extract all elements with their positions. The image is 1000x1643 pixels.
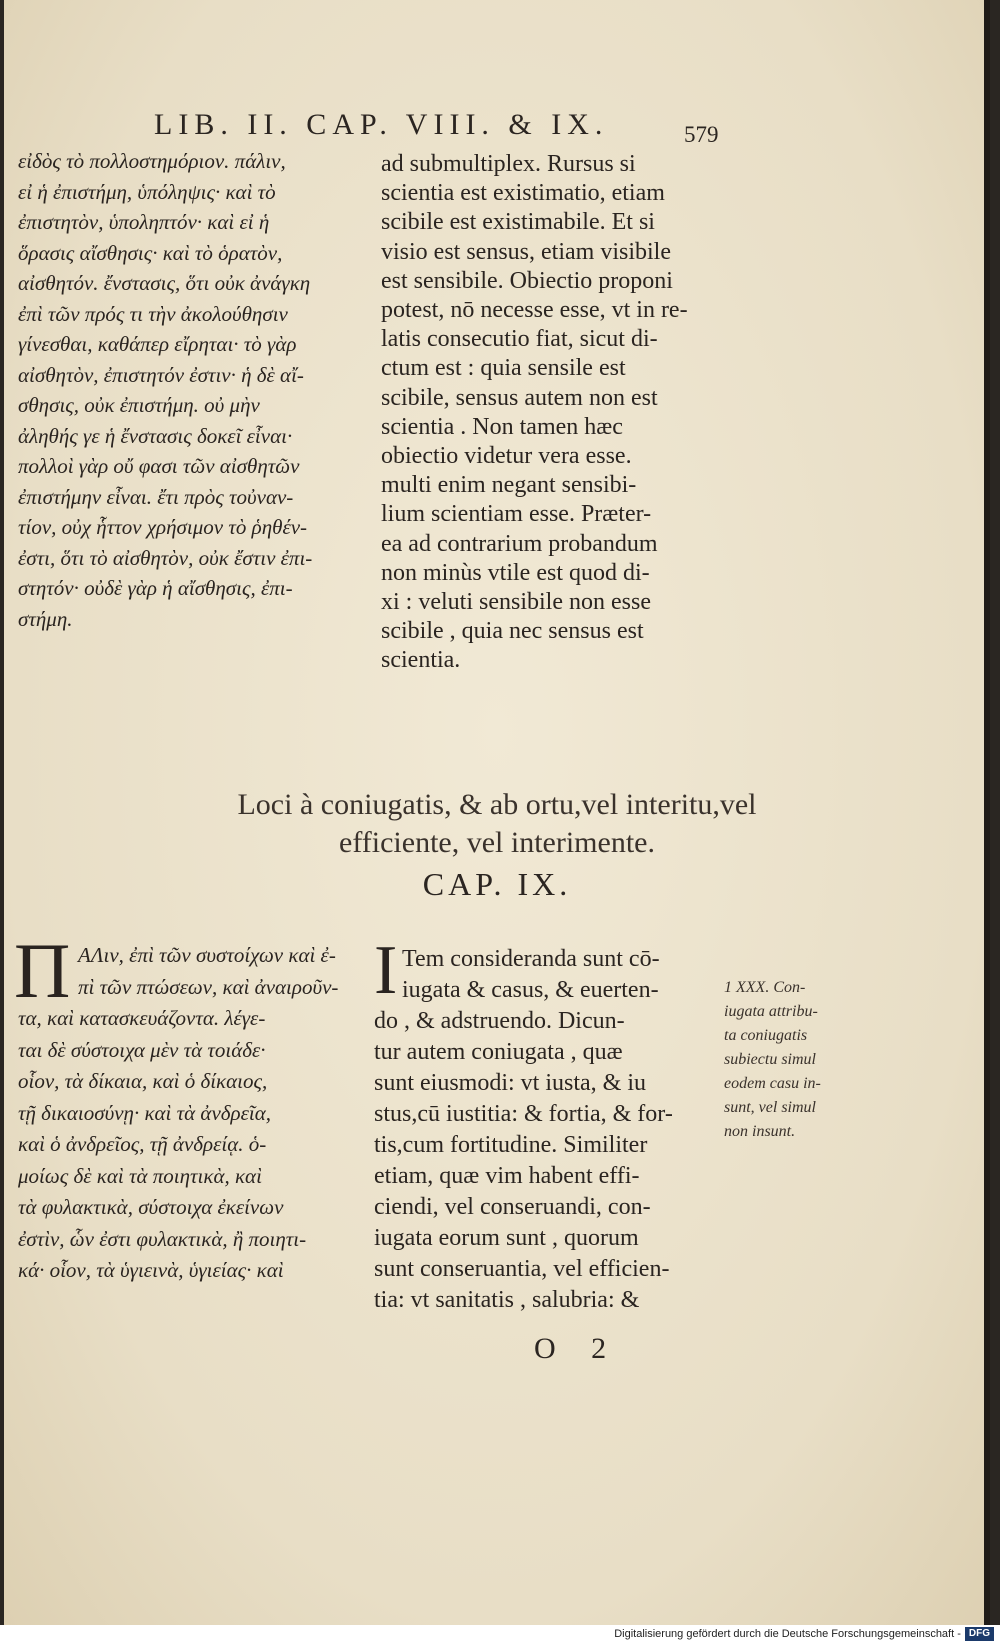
page-number: 579 (684, 122, 719, 147)
text-line: εἰδὸς τὸ πολλοστημόριον. πάλιν, (18, 149, 286, 173)
text-line: lium scientiam esse. Præter- (381, 501, 652, 528)
text-line: ται δὲ σύστοιχα μὲν τὰ τοιάδε· (18, 1037, 266, 1062)
text-line: potest, nō necesse esse, vt in re- (381, 297, 688, 324)
latin-drop-cap: I (374, 932, 398, 1009)
text-line: πὶ τῶν πτώσεων, καὶ ἀναιροῦν- (78, 974, 339, 999)
margin-note-line: iugata attribu- (724, 1003, 818, 1020)
text-line: multi enim negant sensibi- (381, 472, 637, 499)
text-line: τὰ φυλακτικὰ, σύστοιχα ἐκείνων (18, 1195, 284, 1219)
margin-note-line: subiectu simul (724, 1051, 816, 1068)
text-line: στητόν· οὐδὲ γὰρ ἡ αἴσθησις, ἐπι- (18, 576, 293, 600)
text-line: iugata & casus, & euerten- (402, 977, 659, 1003)
margin-note-line: sunt, vel simul (724, 1099, 816, 1116)
text-line: est sensibile. Obiectio proponi (381, 267, 673, 294)
section-heading-line: efficiente, vel interimente. (339, 826, 655, 859)
text-line: ctum est : quia sensile est (381, 355, 626, 382)
text-line: Tem consideranda sunt cō- (402, 946, 660, 972)
text-line: αἰσθητὸν, ἐπιστητόν ἐστιν· ἡ δὲ αἴ- (18, 362, 304, 387)
text-line: scientia. (381, 647, 461, 674)
text-line: non minùs vtile est quod di- (381, 559, 650, 586)
text-line: μοίως δὲ καὶ τὰ ποιητικὰ, καὶ (18, 1163, 262, 1188)
text-line: οἷον, τὰ δίκαια, καὶ ὁ δίκαιος, (18, 1069, 268, 1093)
book-page (4, 0, 990, 1625)
running-head: LIB. II. CAP. VIII. & IX. (154, 108, 609, 141)
margin-note-line: non insunt. (724, 1123, 796, 1140)
greek-column-upper (18, 146, 358, 634)
margin-note-line: 1 XXX. Con- (724, 979, 806, 996)
text-line: ἐπιστήμην εἶναι. ἔτι πρὸς τοὐναν- (18, 484, 294, 509)
latin-column-lower (374, 944, 719, 1316)
digitization-footer (0, 1625, 1000, 1643)
greek-drop-cap: Π (14, 927, 71, 1014)
text-line: tur autem coniugata , quæ (374, 1039, 623, 1065)
margin-note-line: ta coniugatis (724, 1027, 808, 1044)
text-line: do , & adstruendo. Dicun- (374, 1008, 625, 1034)
text-line: scientia . Non tamen hæc (381, 413, 623, 440)
latin-column-upper (381, 150, 723, 676)
text-line: στήμη. (18, 606, 73, 631)
text-line: visio est sensus, etiam visibile (381, 238, 671, 265)
section-heading (4, 786, 990, 862)
text-line: καὶ ὁ ἀνδρεῖος, τῇ ἀνδρείᾳ. ὁ- (18, 1132, 267, 1156)
text-line: αἰσθητόν. ἔνστασις, ὅτι οὐκ ἀνάγκη (18, 271, 311, 295)
margin-note-line: eodem casu in- (724, 1075, 821, 1092)
signature-mark: O 2 (534, 1332, 621, 1365)
text-line: ἐστὶν, ὧν ἐστι φυλακτικὰ, ἢ ποιητι- (18, 1226, 307, 1251)
section-heading-line: Loci à coniugatis, & ab ortu,vel interitu,vel (237, 788, 757, 821)
text-line: ΑΛιν, ἐπὶ τῶν συστοίχων καὶ ἐ- (78, 943, 336, 967)
text-line: scibile est existimabile. Et si (381, 209, 655, 236)
text-line: scientia est existimatio, etiam (381, 180, 665, 207)
text-line: τῇ δικαιοσύνῃ· καὶ τὰ ἀνδρεῖα, (18, 1100, 271, 1125)
text-line: tia: vt sanitatis , salubria: & (374, 1287, 640, 1313)
text-line: xi : veluti sensibile non esse (381, 589, 651, 616)
text-line: ἐπιστητὸν, ὑποληπτόν· καὶ εἰ ἡ (18, 210, 270, 234)
text-line: εἰ ἡ ἐπιστήμη, ὑπόληψις· καὶ τὸ (18, 179, 276, 204)
text-line: sunt conseruantia, vel efficien- (374, 1256, 670, 1282)
dfg-logo-icon: DFG (965, 1627, 994, 1641)
text-line: obiectio videtur vera esse. (381, 443, 632, 470)
greek-column-lower (18, 940, 358, 1287)
text-line: σθησις, οὐκ ἐπιστήμη. οὐ μὴν (18, 393, 260, 417)
text-line: tis,cum fortitudine. Similiter (374, 1132, 648, 1158)
text-line: etiam, quæ vim habent effi- (374, 1163, 640, 1189)
text-line: stus,cū iustitia: & fortia, & for- (374, 1101, 673, 1127)
text-line: scibile , quia nec sensus est (381, 618, 644, 645)
text-line: iugata eorum sunt , quorum (374, 1225, 639, 1251)
margin-note (724, 976, 874, 1144)
text-line: πολλοὶ γὰρ οὔ φασι τῶν αἰσθητῶν (18, 454, 300, 478)
text-line: ea ad contrarium probandum (381, 530, 658, 557)
text-line: ἐστι, ὅτι τὸ αἰσθητὸν, οὐκ ἔστιν ἐπι- (18, 545, 313, 570)
text-line: ciendi, vel conseruandi, con- (374, 1194, 651, 1220)
footer-text: Digitalisierung gefördert durch die Deutsche Forschungsgemeinschaft - (614, 1628, 961, 1640)
text-line: latis consecutio fiat, sicut di- (381, 326, 658, 353)
text-line: sunt eiusmodi: vt iusta, & iu (374, 1070, 647, 1096)
text-line: γίνεσθαι, καθάπερ εἴρηται· τὸ γὰρ (18, 332, 297, 356)
text-line: scibile, sensus autem non est (381, 384, 658, 411)
text-line: ὅρασις αἴσθησις· καὶ τὸ ὁρατὸν, (18, 240, 283, 265)
text-line: τα, καὶ κατασκευάζοντα. λέγε- (18, 1006, 266, 1030)
chapter-label: CAP. IX. (422, 866, 572, 902)
text-line: ad submultiplex. Rursus si (381, 151, 636, 177)
text-line: τίον, οὐχ ἧττον χρήσιμον τὸ ῥηθέν- (18, 515, 308, 539)
text-line: ἐπὶ τῶν πρός τι τὴν ἀκολούθησιν (18, 301, 288, 326)
text-line: ἀληθής γε ἡ ἔνστασις δοκεῖ εἶναι· (18, 423, 293, 448)
text-line: κά· οἷον, τὰ ὑγιεινὰ, ὑγιείας· καὶ (18, 1258, 284, 1282)
book-spine-edge (984, 0, 990, 1625)
